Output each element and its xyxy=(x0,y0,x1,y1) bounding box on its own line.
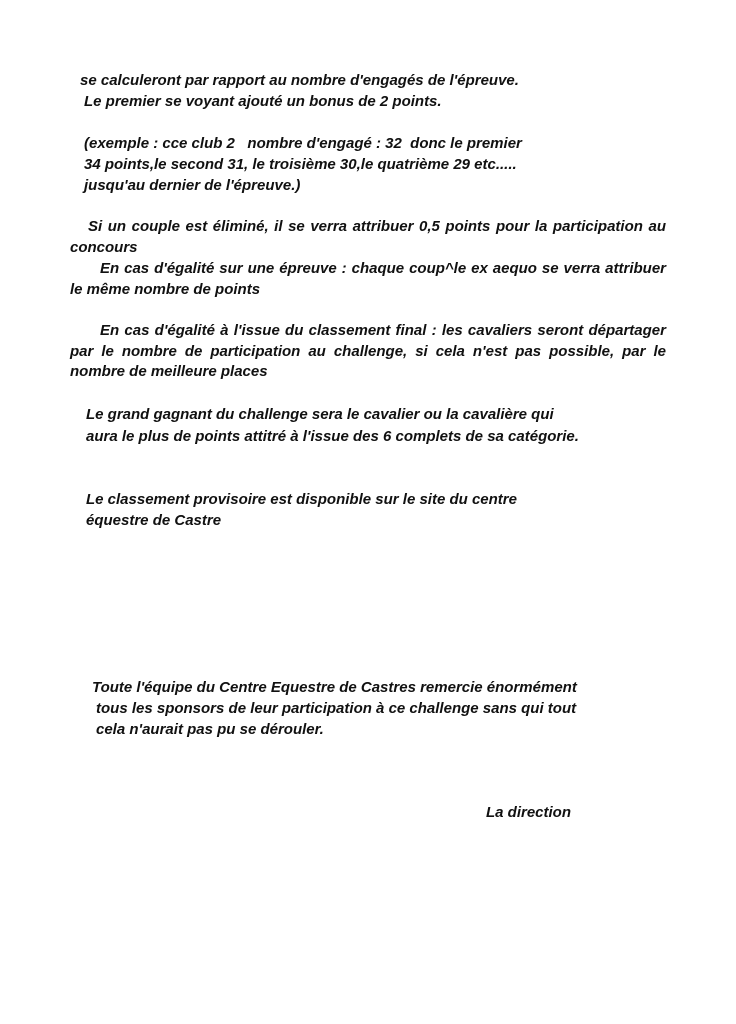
signature: La direction xyxy=(486,804,572,821)
example-line-1: (exemple : cce club 2 nombre d'engagé : 32 donc le premier xyxy=(84,135,522,152)
tie-final-paragraph: En cas d'égalité à l'issue du classement final : les cavaliers seront départager par le nombre de participation au challenge, si cela n'est pas possible, par le nombre de meilleure places xyxy=(70,322,666,380)
winner-line-1: Le grand gagnant du challenge sera le cavalier ou la cavalière qui xyxy=(86,406,554,423)
tie-event-paragraph: En cas d'égalité sur une épreuve : chaque coup^le ex aequo se verra attribuer le même nombre de points xyxy=(70,260,666,298)
winner-line-2: aura le plus de points attitré à l'issue des 6 complets de sa catégorie. xyxy=(86,428,579,445)
intro-line-1: se calculeront par rapport au nombre d'engagés de l'épreuve. xyxy=(80,72,519,89)
thanks-line-2: tous les sponsors de leur participation à ce challenge sans qui tout xyxy=(96,700,577,717)
eliminated-paragraph: Si un couple est éliminé, il se verra attribuer 0,5 points pour la participation au concours xyxy=(70,218,666,256)
example-line-3: jusqu'au dernier de l'épreuve.) xyxy=(84,177,301,194)
thanks-line-1: Toute l'équipe du Centre Equestre de Castres remercie énormément xyxy=(92,679,577,696)
ranking-line-2: équestre de Castre xyxy=(86,512,222,529)
intro-line-2: Le premier se voyant ajouté un bonus de 2 points. xyxy=(84,93,442,110)
ranking-line-1: Le classement provisoire est disponible sur le site du centre xyxy=(86,491,517,508)
thanks-line-3: cela n'aurait pas pu se dérouler. xyxy=(96,721,324,738)
example-line-2: 34 points,le second 31, le troisième 30,le quatrième 29 etc..... xyxy=(84,156,517,173)
